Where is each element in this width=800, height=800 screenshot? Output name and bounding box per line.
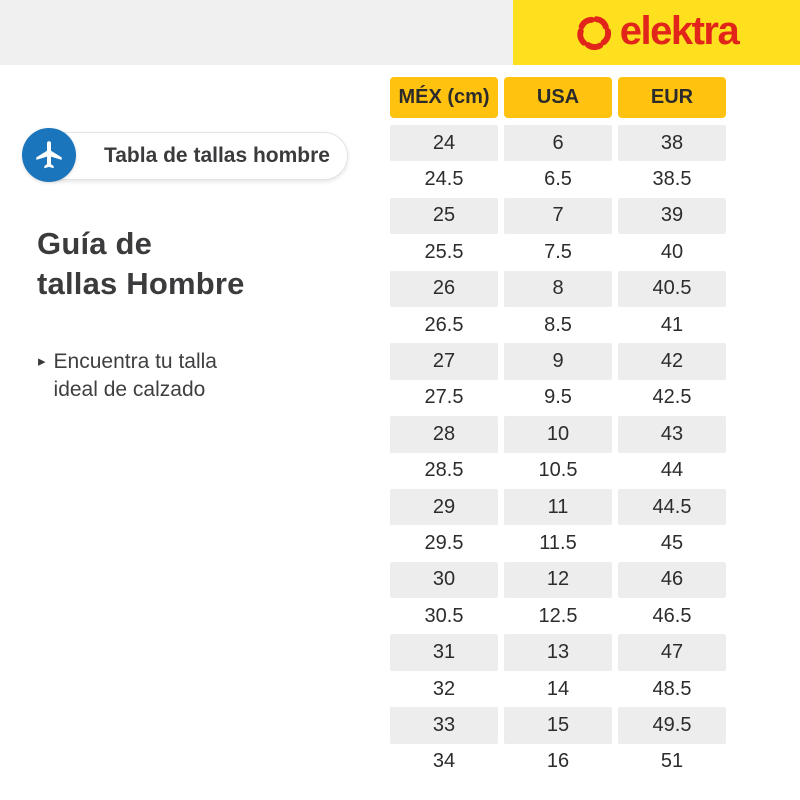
size-cell: 51 xyxy=(660,750,684,773)
size-cell: 11 xyxy=(504,489,612,525)
top-left-band xyxy=(0,0,513,65)
size-cell: 47 xyxy=(618,634,726,670)
size-cell: 29.5 xyxy=(424,531,464,554)
size-cell: 38.5 xyxy=(652,168,692,191)
size-cell: 7.5 xyxy=(544,240,572,263)
size-cell: 24 xyxy=(390,125,498,161)
size-cell: 9.5 xyxy=(544,386,572,409)
size-cell: 14 xyxy=(546,677,570,700)
size-cell: 27 xyxy=(390,343,498,379)
size-cell: 49.5 xyxy=(618,707,726,743)
size-cell: 40.5 xyxy=(618,271,726,307)
bullet-text-line1: Encuentra tu talla xyxy=(53,350,217,373)
size-cell: 29 xyxy=(390,489,498,525)
size-cell: 25 xyxy=(390,198,498,234)
page-title-line1: Guía de xyxy=(37,226,153,261)
brand-bar xyxy=(513,0,800,65)
page-title-line2: tallas Hombre xyxy=(37,266,245,301)
column-header-eur: EUR xyxy=(618,77,726,118)
size-cell: 12.5 xyxy=(538,604,578,627)
size-cell: 34 xyxy=(432,750,456,773)
bullet-text-line2: ideal de calzado xyxy=(53,378,206,401)
size-cell: 28.5 xyxy=(424,459,464,482)
size-table-header xyxy=(390,77,726,118)
size-cell: 41 xyxy=(660,313,684,336)
size-table xyxy=(390,77,726,780)
bullet-arrow-icon: ▸ xyxy=(38,353,46,370)
size-cell: 42.5 xyxy=(652,386,692,409)
size-cell: 43 xyxy=(618,416,726,452)
size-cell: 28 xyxy=(390,416,498,452)
size-cell: 9 xyxy=(504,343,612,379)
size-cell: 46 xyxy=(618,562,726,598)
size-cell: 15 xyxy=(504,707,612,743)
size-cell: 7 xyxy=(504,198,612,234)
bullet-text xyxy=(54,348,217,404)
size-cell: 32 xyxy=(432,677,456,700)
size-guide-badge xyxy=(22,128,352,184)
size-cell: 8 xyxy=(504,271,612,307)
size-cell: 26 xyxy=(390,271,498,307)
size-cell: 46.5 xyxy=(652,604,692,627)
size-cell: 44 xyxy=(660,459,684,482)
size-cell: 12 xyxy=(504,562,612,598)
size-cell: 26.5 xyxy=(424,313,464,336)
airplane-icon xyxy=(33,139,65,171)
size-cell: 27.5 xyxy=(424,386,464,409)
brand-wordmark: elektra xyxy=(619,8,739,53)
size-cell: 11.5 xyxy=(539,531,577,554)
bullet-item xyxy=(38,348,217,404)
size-cell: 44.5 xyxy=(618,489,726,525)
column-header-usa: USA xyxy=(504,77,612,118)
page-title xyxy=(37,224,245,304)
size-cell: 42 xyxy=(618,343,726,379)
size-cell: 25.5 xyxy=(424,240,464,263)
elektra-pinwheel-icon xyxy=(575,13,613,53)
size-cell: 30 xyxy=(390,562,498,598)
size-cell: 30.5 xyxy=(424,604,464,627)
size-cell: 31 xyxy=(390,634,498,670)
size-cell: 40 xyxy=(660,240,684,263)
size-cell: 6.5 xyxy=(544,168,572,191)
size-cell: 6 xyxy=(504,125,612,161)
badge-pill xyxy=(38,132,348,180)
size-cell: 39 xyxy=(618,198,726,234)
badge-circle xyxy=(22,128,76,182)
column-header-mex: MÉX (cm) xyxy=(390,77,498,118)
size-cell: 16 xyxy=(546,750,570,773)
size-cell: 33 xyxy=(390,707,498,743)
badge-label: Tabla de tallas hombre xyxy=(103,144,330,167)
size-cell: 13 xyxy=(504,634,612,670)
size-cell: 10 xyxy=(504,416,612,452)
size-cell: 38 xyxy=(618,125,726,161)
size-cell: 45 xyxy=(660,531,684,554)
size-table-body xyxy=(390,125,726,780)
size-cell: 48.5 xyxy=(652,677,692,700)
size-cell: 10.5 xyxy=(538,459,578,482)
size-cell: 8.5 xyxy=(544,313,572,336)
size-cell: 24.5 xyxy=(424,168,464,191)
